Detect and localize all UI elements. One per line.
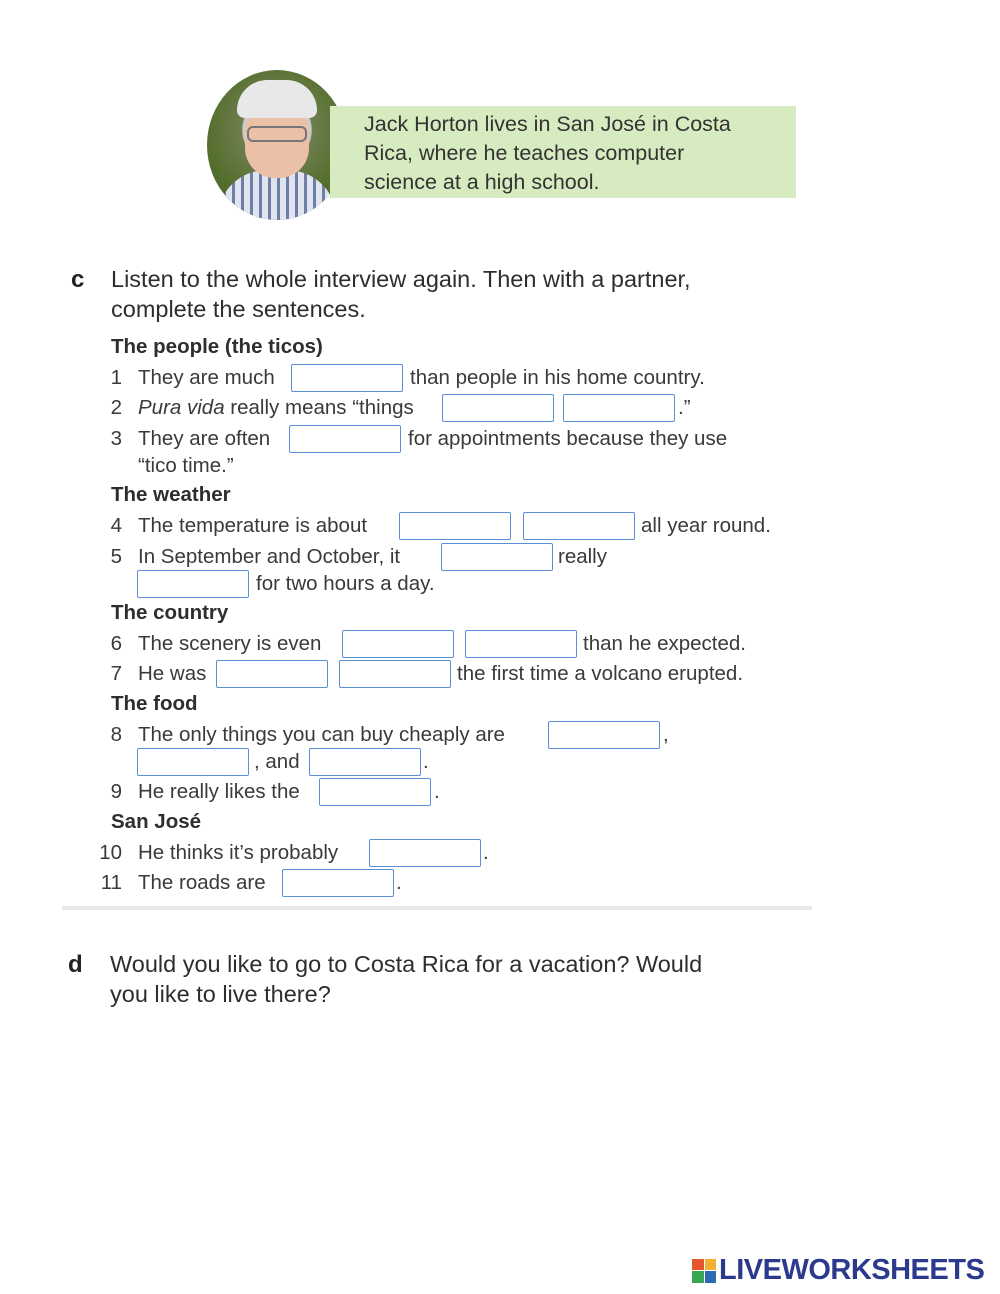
- sentence-text: The scenery is even: [138, 632, 322, 655]
- answer-blank-5a[interactable]: [441, 543, 553, 571]
- answer-blank-1[interactable]: [291, 364, 403, 392]
- section-c-letter: c: [71, 266, 85, 293]
- section-c-instruction: [111, 264, 691, 324]
- section-d-letter: d: [68, 951, 83, 978]
- teacher-photo: [207, 70, 347, 220]
- answer-blank-2b[interactable]: [563, 394, 675, 422]
- question-line: you like to live there?: [110, 981, 331, 1007]
- item-number: 1: [110, 366, 122, 389]
- sentence-text: [138, 396, 414, 420]
- sentence-text: He really likes the: [138, 780, 300, 803]
- sentence-text: He thinks it’s probably: [138, 841, 339, 864]
- sentence-text: ,: [663, 723, 669, 746]
- sentence-text: “tico time.”: [138, 454, 234, 477]
- answer-blank-7a[interactable]: [216, 660, 328, 688]
- sentence-text: The only things you can buy cheaply are: [138, 723, 505, 746]
- sentence-text: The temperature is about: [138, 514, 368, 537]
- sentence-text: .: [434, 780, 440, 803]
- answer-blank-4b[interactable]: [523, 512, 635, 540]
- answer-blank-10[interactable]: [369, 839, 481, 867]
- sentence-text: He was: [138, 662, 207, 685]
- italic-phrase: Pura vida: [138, 396, 225, 419]
- answer-blank-9[interactable]: [319, 778, 431, 806]
- sentence-text: They are often: [138, 427, 271, 450]
- intro-line: science at a high school.: [364, 170, 600, 194]
- answer-blank-8b[interactable]: [137, 748, 249, 776]
- group-heading-people: The people (the ticos): [111, 335, 323, 358]
- item-number: 8: [110, 723, 122, 746]
- sentence-text: than he expected.: [583, 632, 746, 655]
- section-divider: [62, 906, 812, 910]
- sentence-text: really means “things: [224, 396, 414, 419]
- section-d-question: [110, 949, 702, 1009]
- question-line: Would you like to go to Costa Rica for a vacation? Would: [110, 951, 703, 977]
- answer-blank-6a[interactable]: [342, 630, 454, 658]
- sentence-text: for appointments because they use: [408, 427, 728, 450]
- answer-blank-8c[interactable]: [309, 748, 421, 776]
- sentence-text: than people in his home country.: [410, 366, 705, 389]
- item-number: 3: [110, 427, 122, 450]
- sentence-text: The roads are: [138, 871, 266, 894]
- brand-name: LIVEWORKSHEETS: [719, 1254, 985, 1286]
- liveworksheets-logo: [692, 1254, 984, 1287]
- sentence-text: for two hours a day.: [256, 572, 435, 595]
- sentence-text: , and: [254, 750, 300, 773]
- sentence-text: .”: [678, 396, 691, 419]
- photo-glasses: [247, 126, 307, 142]
- sentence-text: .: [423, 750, 429, 773]
- answer-blank-2a[interactable]: [442, 394, 554, 422]
- sentence-text: They are much: [138, 366, 275, 389]
- group-heading-sanjose: San José: [111, 810, 202, 833]
- intro-text: [364, 110, 784, 197]
- item-number: 11: [100, 871, 122, 894]
- answer-blank-7b[interactable]: [339, 660, 451, 688]
- sentence-text: really: [558, 545, 607, 568]
- sentence-text: the first time a volcano erupted.: [457, 662, 744, 685]
- group-heading-food: The food: [111, 692, 198, 715]
- instruction-line: Listen to the whole interview again. Then with a partner,: [111, 266, 691, 292]
- sentence-text: .: [396, 871, 402, 894]
- photo-hair: [237, 80, 317, 118]
- group-heading-country: The country: [111, 601, 229, 624]
- liveworksheets-logo-icon: [692, 1259, 716, 1283]
- item-number: 4: [110, 514, 122, 537]
- item-number: 6: [110, 632, 122, 655]
- answer-blank-5b[interactable]: [137, 570, 249, 598]
- answer-blank-3[interactable]: [289, 425, 401, 453]
- group-heading-weather: The weather: [111, 483, 231, 506]
- answer-blank-6b[interactable]: [465, 630, 577, 658]
- item-number: 9: [110, 780, 122, 803]
- answer-blank-8a[interactable]: [548, 721, 660, 749]
- intro-line: Rica, where he teaches computer: [364, 141, 685, 165]
- sentence-text: .: [483, 841, 489, 864]
- item-number: 2: [110, 396, 122, 419]
- sentence-text: In September and October, it: [138, 545, 401, 568]
- answer-blank-4a[interactable]: [399, 512, 511, 540]
- intro-line: Jack Horton lives in San José in Costa: [364, 112, 731, 136]
- item-number: 7: [110, 662, 122, 685]
- instruction-line: complete the sentences.: [111, 296, 366, 322]
- item-number: 5: [110, 545, 122, 568]
- item-number: 10: [99, 841, 122, 864]
- sentence-text: all year round.: [641, 514, 771, 537]
- answer-blank-11[interactable]: [282, 869, 394, 897]
